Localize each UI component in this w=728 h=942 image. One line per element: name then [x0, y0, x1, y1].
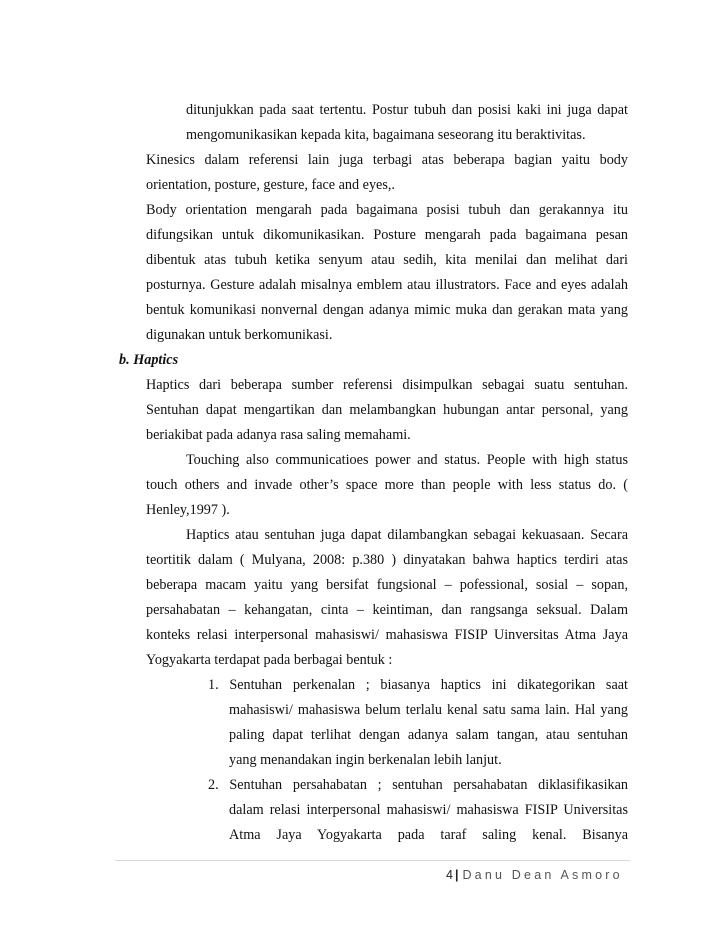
text-line: mahasiswi/ mahasiswa belum terlalu kenal satu sama lain. Hal yang — [229, 702, 628, 718]
footer-separator: | — [454, 868, 459, 882]
text-line: Kinesics dalam referensi lain juga terbagi atas beberapa bagian yaitu body — [146, 152, 628, 168]
text-line: bentuk komunikasi nonvernal dengan adanya mimic muka dan gerakan mata yang — [146, 302, 628, 318]
text-line: paling dapat terlihat dengan adanya salam tangan, atau sentuhan — [229, 727, 628, 743]
footer-divider — [115, 860, 630, 861]
text-line: digunakan untuk berkomunikasi. — [146, 327, 333, 343]
text-line: beriakibat pada adanya rasa saling memahami. — [146, 427, 411, 443]
text-line: persahabatan – kehangatan, cinta – keintiman, dan rangsanga seksual. Dalam — [146, 602, 628, 618]
text-line: Haptics atau sentuhan juga dapat dilambangkan sebagai kekuasaan. Secara — [186, 527, 628, 543]
text-line: Yogyakarta terdapat pada berbagai bentuk : — [146, 652, 393, 668]
text-line: orientation, posture, gesture, face and eyes,. — [146, 177, 395, 193]
text-line: Touching also communicatioes power and status. People with high status — [186, 452, 628, 468]
text-line: yang menandakan ingin berkenalan lebih lanjut. — [229, 752, 502, 768]
text-line: Haptics dari beberapa sumber referensi disimpulkan sebagai suatu sentuhan. — [146, 377, 628, 393]
section-heading: b. Haptics — [119, 352, 179, 368]
text-line: ditunjukkan pada saat tertentu. Postur tubuh dan posisi kaki ini juga dapat — [186, 102, 628, 118]
text-line: Henley,1997 ). — [146, 502, 230, 518]
text-line: teortitik dalam ( Mulyana, 2008: p.380 ) dinyatakan bahwa haptics terdiri atas — [146, 552, 628, 568]
list-item: 1. Sentuhan perkenalan ; biasanya haptics ini dikategorikan saat — [208, 677, 628, 693]
page-number: 4 — [446, 868, 453, 882]
text-line: Sentuhan dapat mengartikan dan melambangkan hubungan antar personal, yang — [146, 402, 628, 418]
text-line: touch others and invade other’s space more than people with less status do. ( — [146, 477, 628, 493]
footer-author: Danu Dean Asmoro — [462, 868, 623, 882]
text-line: difungsikan untuk dikomunikasikan. Posture mengarah pada bagaimana pesan — [146, 227, 628, 243]
text-line: konteks relasi interpersonal mahasiswi/ mahasiswa FISIP Uinversitas Atma Jaya — [146, 627, 628, 643]
text-line: beberapa macam yaitu yang bersifat fungsional – pofessional, sosial – sopan, — [146, 577, 628, 593]
page-footer — [446, 868, 623, 882]
text-line: dibentuk atas tubuh ketika senyum atau sedih, kita menilai dan melihat dari — [146, 252, 628, 268]
text-line: Atma Jaya Yogyakarta pada taraf saling kenal. Bisanya — [229, 827, 628, 843]
text-line: dalam relasi interpersonal mahasiswi/ mahasiswa FISIP Universitas — [229, 802, 628, 818]
list-item: 2. Sentuhan persahabatan ; sentuhan persahabatan diklasifikasikan — [208, 777, 628, 793]
text-line: mengomunikasikan kepada kita, bagaimana seseorang itu beraktivitas. — [186, 127, 586, 143]
text-line: Body orientation mengarah pada bagaimana posisi tubuh dan gerakannya itu — [146, 202, 628, 218]
text-line: posturnya. Gesture adalah misalnya emblem atau illustrators. Face and eyes adalah — [146, 277, 628, 293]
